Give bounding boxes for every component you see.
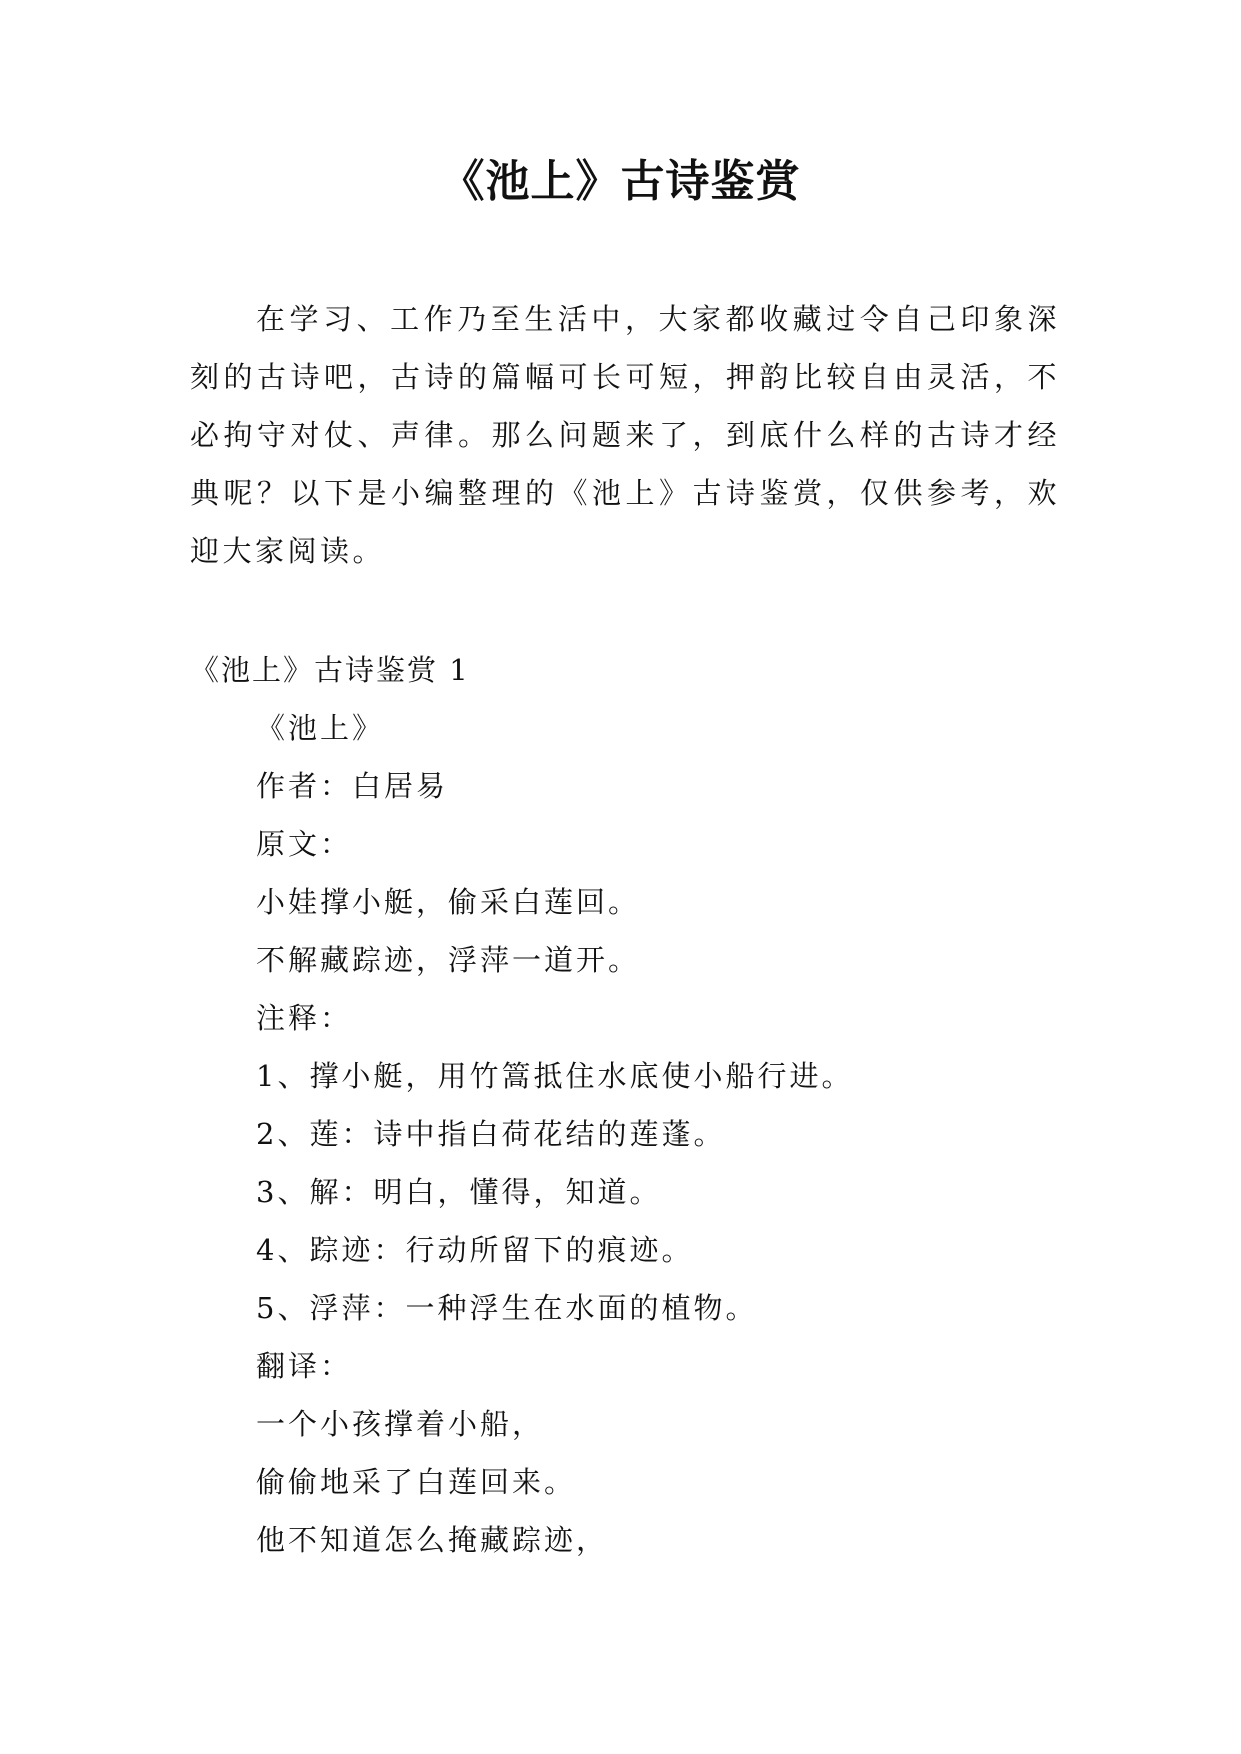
annotation-item: 3、解：明白，懂得，知道。 [256, 1175, 662, 1209]
translation-line: 偷偷地采了白莲回来。 [256, 1465, 577, 1499]
intro-paragraph: 在学习、工作乃至生活中，大家都收藏过令自己印象深刻的古诗吧，古诗的篇幅可长可短，押韵比较自由灵活，不必拘守对仗、声律。那么问题来了，到底什么样的古诗才经典呢？以下是小编整理的《池上》古诗鉴赏，仅供参考，欢迎大家阅读。 [190, 302, 1060, 568]
document-title: 《池上》古诗鉴赏 [440, 156, 801, 207]
annotation-label: 注释： [256, 1001, 353, 1035]
original-text-label: 原文： [256, 827, 353, 861]
annotation-item: 4、踪迹：行动所留下的痕迹。 [256, 1233, 694, 1267]
author-line: 作者：白居易 [256, 769, 449, 803]
section-heading: 《池上》古诗鉴赏 1 [190, 653, 470, 687]
annotation-item: 5、浮萍：一种浮生在水面的植物。 [256, 1291, 758, 1325]
annotation-item: 2、莲：诗中指白荷花结的莲蓬。 [256, 1117, 726, 1151]
annotation-item: 1、撑小艇，用竹篙抵住水底使小船行进。 [256, 1059, 854, 1093]
poem-verse-line: 不解藏踪迹，浮萍一道开。 [256, 943, 641, 977]
poem-title-line: 《池上》 [256, 711, 385, 745]
translation-line: 一个小孩撑着小船， [256, 1407, 545, 1441]
translation-line: 他不知道怎么掩藏踪迹， [256, 1523, 609, 1557]
poem-verse-line: 小娃撑小艇，偷采白莲回。 [256, 885, 641, 919]
translation-label: 翻译： [256, 1349, 353, 1383]
poem-content [256, 699, 1076, 1569]
